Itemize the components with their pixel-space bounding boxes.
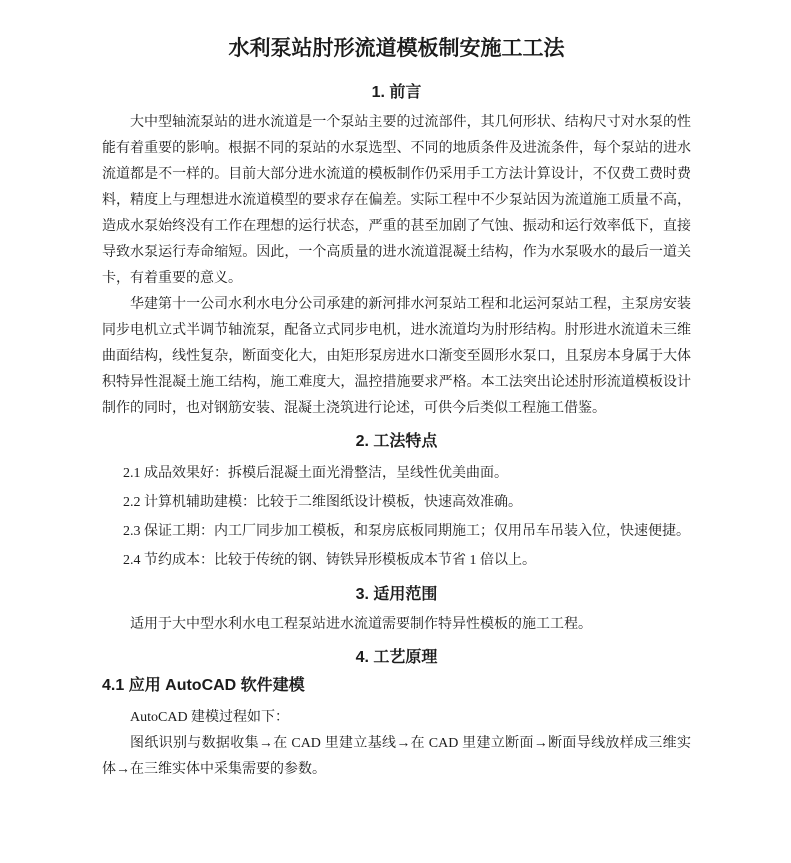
autocad-process-intro: AutoCAD 建模过程如下： xyxy=(130,710,290,725)
section-1-paragraph-2: 华建第十一公司水利水电分公司承建的新河排水河泵站工程和北运河泵站工程，主泵房安装同步电机立式半调节轴流泵，配备立式同步电机，进水流道均为肘形结构。肘形进水流道未三维曲面结构，线性复杂，断面变化大，由矩形泵房进水口渐变至圆形水泵口，且泵房本身属于大体积特异性混凝土施工结构，施工难度大，温控措施要求严格。本工法突出论述肘形流道模板设计制作的同时，也对钢筋安装、混凝土浇筑进行论述，可供今后类似工程施工借鉴。 xyxy=(102,297,691,416)
section-4-heading: 4. 工艺原理 xyxy=(355,649,438,666)
feature-item-1: 2.1 成品效果好：拆模后混凝土面光滑整洁，呈线性优美曲面。 xyxy=(123,466,508,481)
section-3-paragraph-1: 适用于大中型水利水电工程泵站进水流道需要制作特异性模板的施工工程。 xyxy=(130,617,592,632)
feature-item-4: 2.4 节约成本：比较于传统的钢、铸铁异形模板成本节省 1 倍以上。 xyxy=(123,553,536,568)
document-title: 水利泵站肘形流道模板制安施工工法 xyxy=(228,37,565,60)
section-3-heading: 3. 适用范围 xyxy=(355,586,438,603)
feature-item-3: 2.3 保证工期：内工厂同步加工模板，和泵房底板同期施工；仅用吊车吊装入位，快速便捷。 xyxy=(123,524,690,539)
section-2-heading: 2. 工法特点 xyxy=(355,433,438,450)
section-1-heading: 1. 前言 xyxy=(371,84,422,101)
feature-item-2: 2.2 计算机辅助建模：比较于二维图纸设计模板，快速高效准确。 xyxy=(123,495,522,510)
autocad-process-flow: 图纸识别与数据收集→在 CAD 里建立基线→在 CAD 里建立断面→断面导线放样成三维实体→在三维实体中采集需要的参数。 xyxy=(102,736,691,777)
section-4-1-subheading: 4.1 应用 AutoCAD 软件建模 xyxy=(102,677,305,694)
section-1-paragraph-1: 大中型轴流泵站的进水流道是一个泵站主要的过流部件，其几何形状、结构尺寸对水泵的性能有着重要的影响。根据不同的泵站的水泵选型、不同的地质条件及进流条件，每个泵站的进水流道都是不一样的。目前大部分进水流道的模板制作仍采用手工方法计算设计，不仅费工费时费料，精度上与理想进水流道模型的要求存在偏差。实际工程中不少泵站因为流道施工质量不高，造成水泵始终没有工作在理想的运行状态，严重的甚至加剧了气蚀、振动和运行效率低下，直接导致水泵运行寿命缩短。因此，一个高质量的进水流道混凝土结构，作为水泵吸水的最后一道关卡，有着重要的意义。 xyxy=(102,115,691,286)
